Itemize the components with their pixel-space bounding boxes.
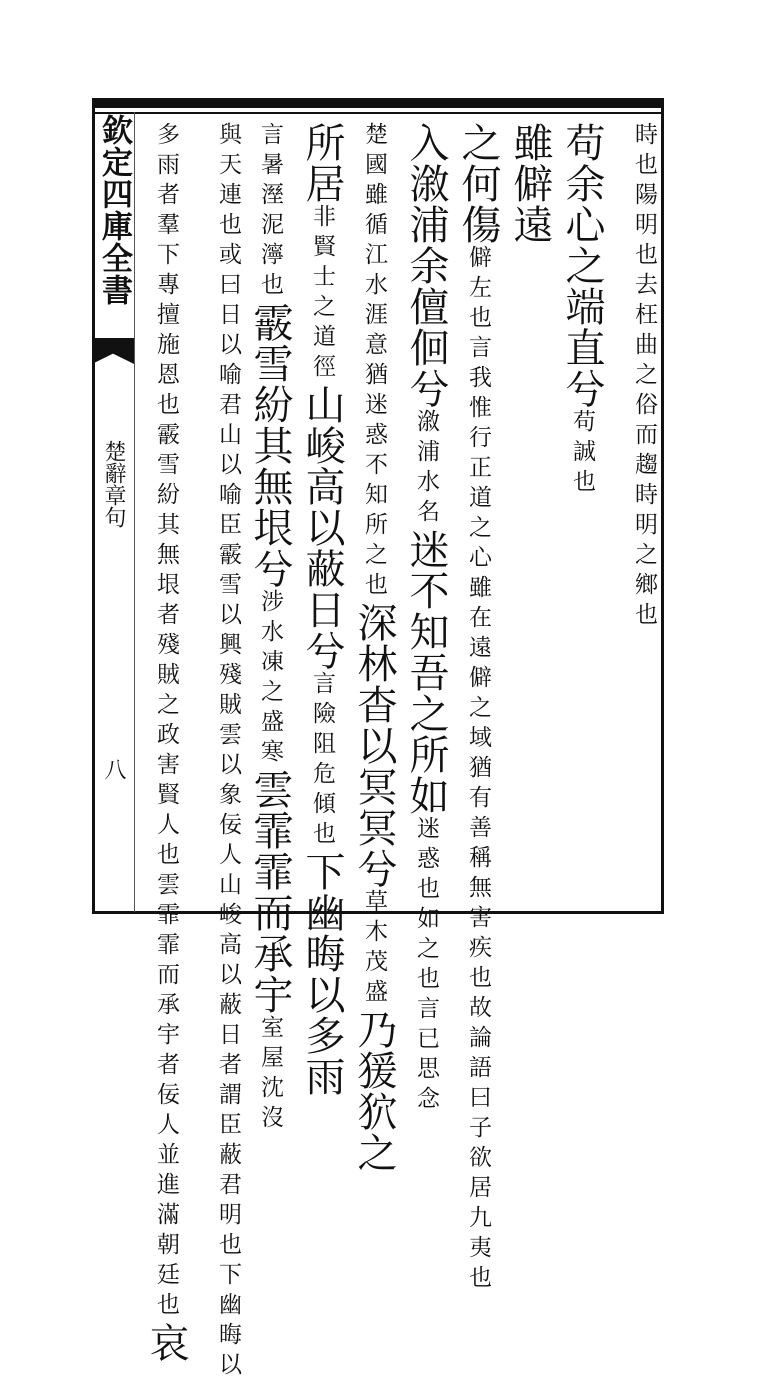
commentary-note	[414, 816, 438, 1116]
right-border	[661, 98, 664, 913]
main-text: 雖僻遠	[507, 122, 553, 245]
main-text: 下幽晦以多雨	[299, 851, 345, 1097]
main-text: 哀	[143, 1322, 189, 1363]
text-column	[292, 122, 345, 1097]
commentary-line: 泥濘也	[257, 212, 283, 302]
commentary-line: 之盛寒	[257, 679, 283, 769]
fishtail-mark-icon	[92, 338, 134, 364]
commentary-line: 漵浦	[413, 409, 439, 469]
text-column	[552, 122, 604, 908]
commentary-line: 也言已思念	[413, 966, 439, 1116]
top-border	[92, 98, 664, 108]
commentary-line: 非賢士	[309, 204, 335, 294]
text-column	[396, 122, 449, 1116]
commentary-line: 與天連也或曰日以喻君山以喻臣霰雪以興殘賊雲	[215, 122, 241, 752]
commentary-line: 危傾也	[309, 761, 335, 851]
commentary-note	[632, 122, 656, 632]
commentary-line: 涉水凍	[257, 589, 283, 679]
text-column	[448, 122, 501, 1295]
text-column	[136, 122, 189, 1363]
text-column	[344, 122, 397, 1173]
commentary-line: 政害賢人也雲霏霏而承宇者佞人並進滿朝廷也	[153, 722, 179, 1322]
commentary-note	[310, 671, 334, 851]
commentary-line: 楚國雖循江水涯意	[361, 122, 387, 362]
commentary-line: 俗而趨時明之鄉也	[631, 392, 657, 632]
text-column	[500, 122, 552, 908]
commentary-note	[216, 122, 240, 1382]
commentary-line: 多雨者羣下專擅施恩也霰雪紛其無垠者殘賊之	[153, 122, 179, 722]
commentary-line: 猶迷惑不知所之也	[361, 362, 387, 602]
top-border-inner	[92, 112, 664, 114]
main-text: 山峻高以蔽日兮	[299, 384, 345, 671]
page-number: 八	[101, 758, 126, 780]
commentary-line: 茂盛	[361, 949, 387, 1009]
commentary-note	[362, 889, 386, 1009]
commentary-note	[258, 1015, 282, 1135]
main-text: 乃猨狖之	[351, 1009, 397, 1173]
main-text: 之何傷	[455, 122, 501, 245]
commentary-note	[258, 122, 282, 302]
book-title: 楚辭章句	[101, 440, 126, 528]
main-text: 苟余心之端直兮	[559, 122, 605, 409]
commentary-note	[362, 122, 386, 602]
commentary-line: 迷惑也如之	[413, 816, 439, 966]
commentary-note	[310, 204, 334, 384]
commentary-note	[154, 122, 178, 1322]
commentary-line: 水名	[413, 469, 439, 529]
commentary-note	[570, 409, 594, 499]
commentary-line: 以象佞人山峻高以蔽日者謂臣蔽君明也下幽晦以	[215, 752, 241, 1382]
commentary-line: 苟誠	[569, 409, 595, 469]
commentary-note	[414, 409, 438, 529]
commentary-note	[258, 589, 282, 769]
commentary-line: 時也陽明也去枉曲之	[631, 122, 657, 392]
main-text: 霰雪紛其無垠兮	[247, 302, 293, 589]
commentary-line: 僻左也言我惟行正道之心雖在遠僻之域猶	[465, 245, 491, 785]
main-text: 雲霏霏而承宇	[247, 769, 293, 1015]
margin-divider	[134, 112, 135, 912]
text-column	[188, 122, 241, 1382]
main-text: 深林杳以冥冥兮	[351, 602, 397, 889]
commentary-line: 言暑溼	[257, 122, 283, 212]
text-column	[604, 122, 656, 908]
commentary-line: 沈沒	[257, 1075, 283, 1135]
commentary-line: 也	[569, 469, 595, 499]
commentary-line: 有善稱無害疾也故論語曰子欲居九夷也	[465, 785, 491, 1295]
commentary-line: 言險阻	[309, 671, 335, 761]
commentary-line: 室屋	[257, 1015, 283, 1075]
main-text: 所居	[299, 122, 345, 204]
text-column	[240, 122, 293, 1135]
commentary-line: 草木	[361, 889, 387, 949]
collection-title: 欽定四庫全書	[96, 114, 132, 306]
commentary-note	[466, 245, 490, 1295]
commentary-line: 之道徑	[309, 294, 335, 384]
main-text: 迷不知吾之所如	[403, 529, 449, 816]
main-text: 入漵浦余儃佪兮	[403, 122, 449, 409]
